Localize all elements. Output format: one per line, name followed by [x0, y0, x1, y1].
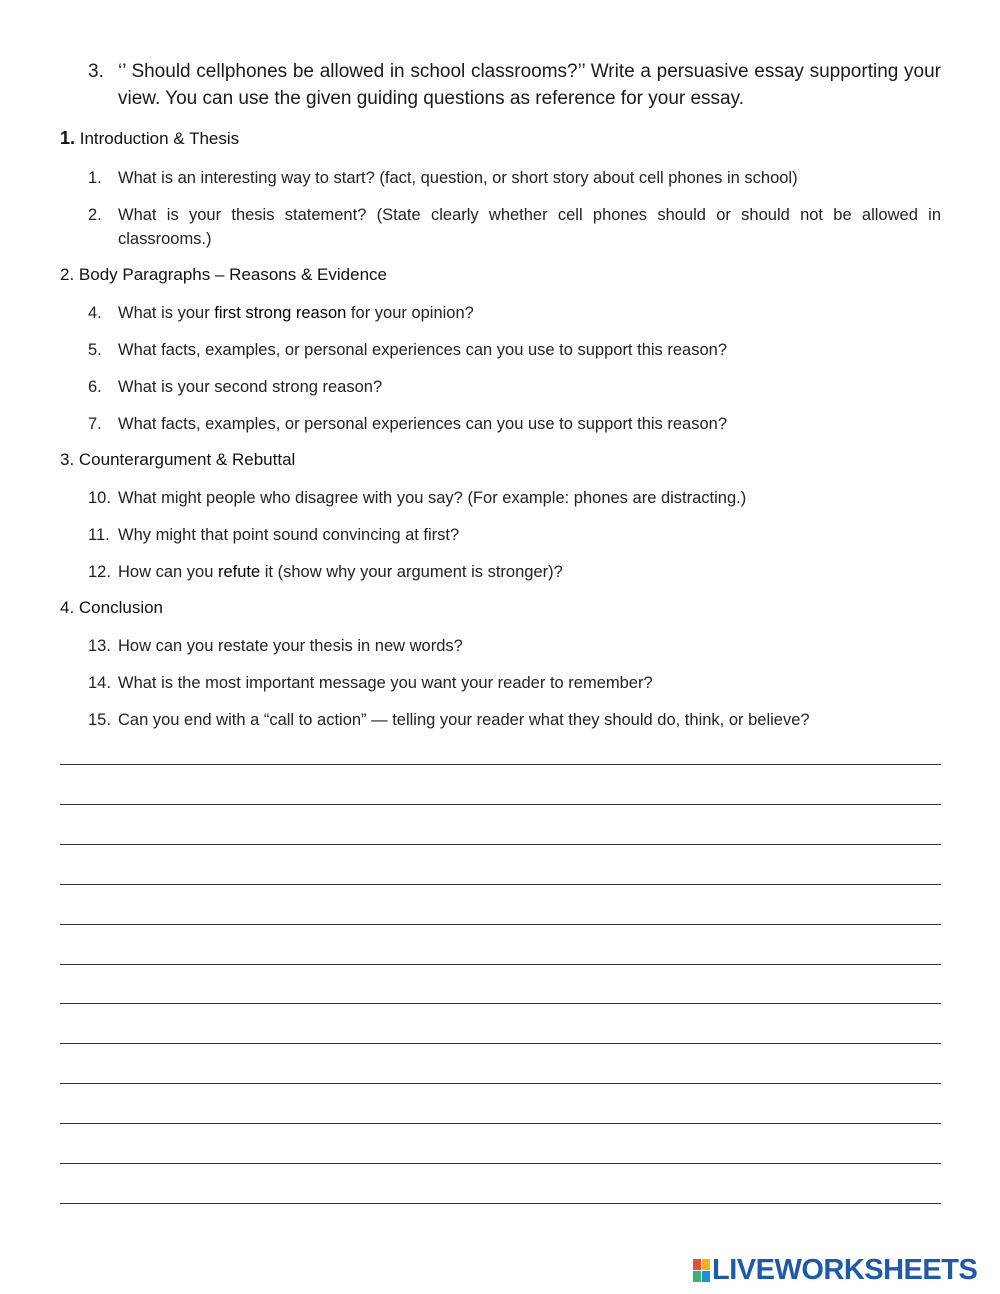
- essay-prompt: [88, 58, 941, 112]
- section-title: 3. Counterargument & Rebuttal: [60, 450, 296, 469]
- question-item: [88, 412, 941, 436]
- question-number: 4.: [88, 304, 102, 322]
- question-number: 5.: [88, 341, 102, 359]
- question-item: [88, 634, 941, 658]
- question-item: [88, 486, 941, 510]
- answer-writing-line[interactable]: [60, 764, 941, 765]
- question-item: [88, 523, 941, 547]
- question-number: 13.: [88, 637, 111, 655]
- question-item: [88, 166, 941, 190]
- answer-writing-line[interactable]: [60, 1123, 941, 1124]
- section-title: 4. Conclusion: [60, 598, 164, 617]
- answer-writing-line[interactable]: [60, 924, 941, 925]
- question-item: [88, 560, 941, 584]
- question-text: What is your first strong reason for your opinion?: [118, 304, 474, 322]
- liveworksheets-logo: [693, 1255, 977, 1285]
- answer-writing-line[interactable]: [60, 964, 941, 965]
- section-heading-conclusion: [60, 598, 163, 618]
- answer-writing-line[interactable]: [60, 1003, 941, 1004]
- question-item: [88, 338, 941, 362]
- prompt-text: ‘’ Should cellphones be allowed in school classrooms?’’ Write a persuasive essay supporting your view. You can use the given guiding questions as reference for your essay.: [118, 61, 941, 109]
- question-text: What facts, examples, or personal experiences can you use to support this reason?: [118, 415, 727, 433]
- emphasis-text: refute: [217, 563, 261, 581]
- question-text: How can you refute it (show why your argument is stronger)?: [118, 563, 563, 581]
- section-heading-introduction: [60, 128, 239, 149]
- question-number: 10.: [88, 489, 111, 507]
- question-number: 15.: [88, 711, 111, 729]
- question-number: 6.: [88, 378, 102, 396]
- question-text: What is your thesis statement? (State clearly whether cell phones should or should not be allowed in classrooms.): [118, 206, 941, 248]
- question-text: What is the most important message you want your reader to remember?: [118, 674, 653, 692]
- section-number: 1.: [60, 128, 76, 148]
- question-number: 11.: [88, 526, 110, 544]
- question-number: 7.: [88, 415, 102, 433]
- question-item: [88, 203, 941, 251]
- question-item: [88, 708, 941, 732]
- answer-writing-line[interactable]: [60, 1203, 941, 1204]
- section-heading-counterargument: [60, 450, 295, 470]
- question-number: 14.: [88, 674, 111, 692]
- question-text: How can you restate your thesis in new words?: [118, 637, 463, 655]
- answer-writing-line[interactable]: [60, 1043, 941, 1044]
- question-text: Can you end with a “call to action” — telling your reader what they should do, think, or believe?: [118, 711, 810, 729]
- section-title: Introduction & Thesis: [79, 129, 240, 148]
- section-heading-body-paragraphs: [60, 265, 387, 285]
- question-text: What is an interesting way to start? (fact, question, or short story about cell phones in school): [118, 169, 798, 187]
- question-number: 1.: [88, 169, 102, 187]
- question-text: What might people who disagree with you say? (For example: phones are distracting.): [118, 489, 747, 507]
- logo-wordmark: LIVEWORKSHEETS: [712, 1254, 978, 1286]
- question-text: What facts, examples, or personal experiences can you use to support this reason?: [118, 341, 727, 359]
- question-text: What is your second strong reason?: [118, 378, 383, 396]
- question-number: 2.: [88, 206, 102, 224]
- answer-writing-line[interactable]: [60, 1163, 941, 1164]
- answer-writing-line[interactable]: [60, 1083, 941, 1084]
- prompt-number: 3.: [88, 61, 104, 82]
- answer-writing-line[interactable]: [60, 844, 941, 845]
- question-item: [88, 375, 941, 399]
- section-title: 2. Body Paragraphs – Reasons & Evidence: [60, 265, 387, 284]
- question-number: 12.: [88, 563, 111, 581]
- answer-writing-line[interactable]: [60, 804, 941, 805]
- question-text: Why might that point sound convincing at first?: [118, 526, 460, 544]
- liveworksheets-logo-icon: [693, 1259, 710, 1282]
- answer-writing-line[interactable]: [60, 884, 941, 885]
- question-item: [88, 671, 941, 695]
- question-item: [88, 301, 941, 325]
- emphasis-text: first strong reason: [214, 304, 347, 322]
